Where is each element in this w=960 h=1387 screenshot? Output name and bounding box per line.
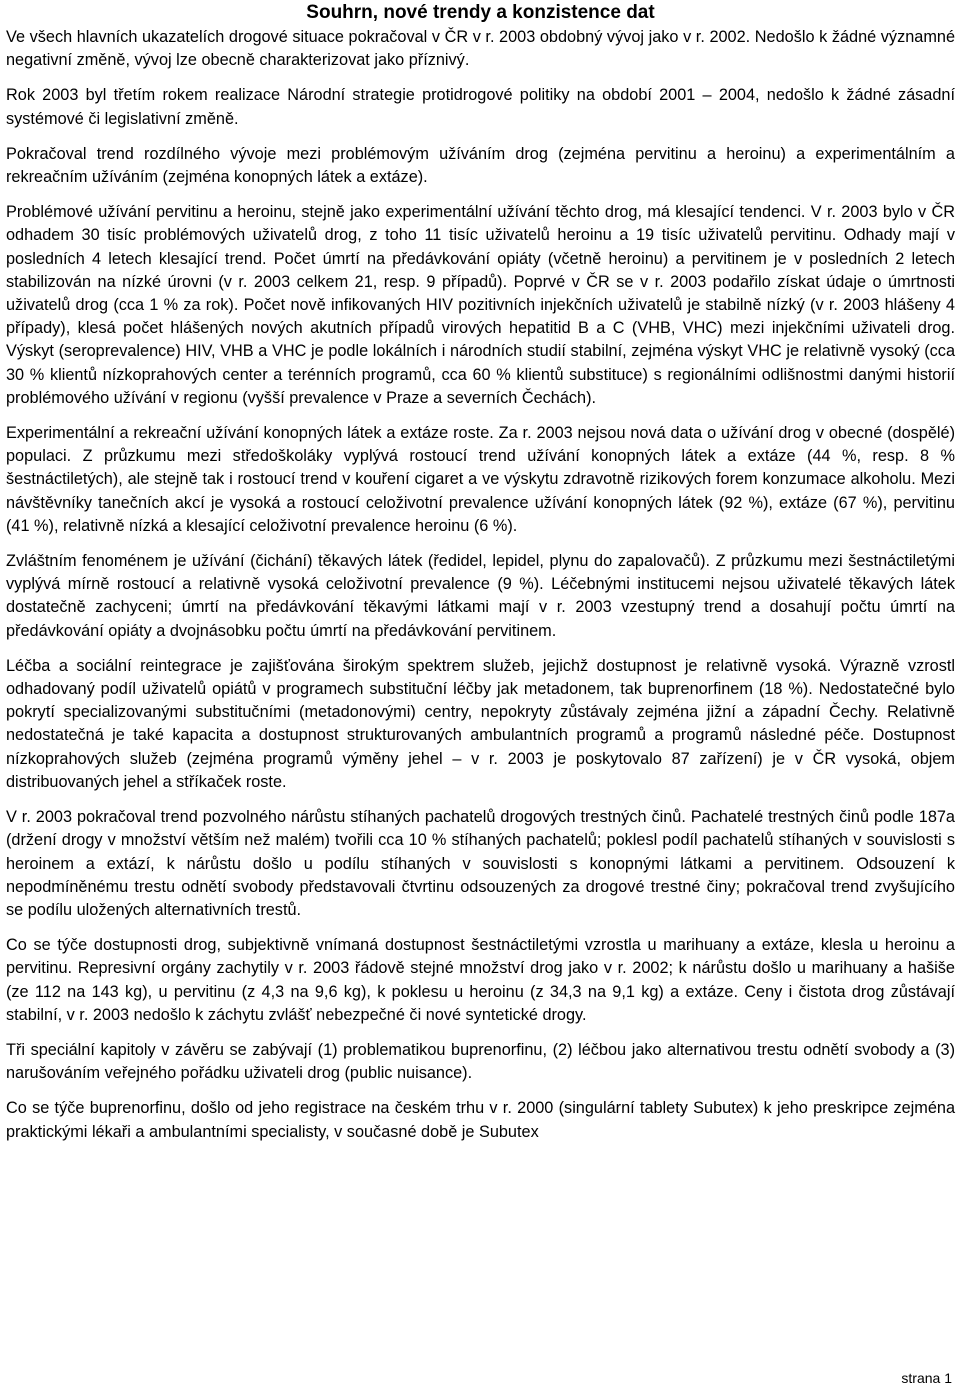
page-number: strana 1: [901, 1370, 952, 1386]
paragraph-11: Co se týče buprenorfinu, došlo od jeho registrace na českém trhu v r. 2000 (singulární tablety Subutex) k jeho preskripce zejména praktickými lékaři a ambulantními specialisty, v současné době je Subutex: [6, 1099, 955, 1141]
paragraph-6: Zvláštním fenoménem je užívání (čichání) těkavých látek (ředidel, lepidel, plynu do zapalovačů). Z průzkumu mezi šestnáctiletými vyplývá mírně rostoucí a relativně vysoká celoživotní prevalence (9 %). Léčebnými institucemi nejsou uživatelé těkavých látek dostatečně zachyceni; úmrtí na předávkování těkavými látkami mají v r. 2003 vzestupný trend a dosahují počtu úmrtí na předávkování opiáty a dvojnásobku počtu úmrtí na předávkování pervitinem.: [6, 552, 955, 640]
paragraph-4: Problémové užívání pervitinu a heroinu, stejně jako experimentální užívání těchto drog, má klesající tendenci. V r. 2003 bylo v ČR odhadem 30 tisíc problémových uživatelů drog, z toho 11 tisíc uživatelů heroinu a 19 tisíc uživatelů pervitinu. Odhady mají v posledních 4 letech klesající trend. Počet úmrtí na předávkování opiáty (včetně heroinu) a pervitinem je v posledních 2 letech stabilizován na nízké úrovni (v r. 2003 celkem 21, resp. 9 případů). Poprvé v ČR se v r. 2003 podařilo získat údaje o úmrtnosti uživatelů drog (cca 1 % za rok). Počet nově infikovaných HIV pozitivních injekčních uživatelů je stabilně nízký (v r. 2003 hlášeny 4 případy), klesá počet hlášených nových akutních případů virových hepatitid B a C (VHB, VHC) mezi injekčními uživateli drog. Výskyt (seroprevalence) HIV, VHB a VHC je podle lokálních i národních studií stabilní, zejména výskyt VHC je relativně vysoký (cca 30 % klientů nízkoprahových center a terénních programů, cca 60 % klientů substituce) s regionálními odlišnostmi danými historií problémového užívání v regionu (vyšší prevalence v Praze a severních Čechách).: [6, 203, 955, 407]
paragraph-10: Tři speciální kapitoly v závěru se zabývají (1) problematikou buprenorfinu, (2) léčbou jako alternativou trestu odnětí svobody a (3) narušováním veřejného pořádku uživateli drog (public nuisance).: [6, 1040, 955, 1083]
document-page: [6, 0, 955, 1156]
paragraph-8: V r. 2003 pokračoval trend pozvolného nárůstu stíhaných pachatelů drogových trestných činů. Pachatelé trestných činů podle 187a (držení drogy v množství větším než malém) tvořili cca 10 % stíhaných pachatelů; poklesl podíl pachatelů stíhaných v souvislosti s heroinem a extází, k nárůstu došlo u podílu stíhaných v souvislosti s konopnými látkami a pervitinem. Odsouzení k nepodmíněnému trestu odnětí svobody představovali čtvrtinu odsouzených za drogové trestné činy; pokračoval trend zvyšujícího se podílu uložených alternativních trestů.: [6, 808, 955, 919]
document-title: Souhrn, nové trendy a konzistence dat: [306, 2, 655, 23]
paragraph-5: Experimentální a rekreační užívání konopných látek a extáze roste. Za r. 2003 nejsou nová data o užívání drog v obecné (dospělé) populaci. Z průzkumu mezi středoškoláky vyplývá rostoucí trend užívání konopných látek a extáze (44 %, resp. 8 % šestnáctiletých), ale stejně tak i rostoucí trend v kouření cigaret a ve výskytu zdravotně rizikových forem konzumace alkoholu. Mezi návštěvníky tanečních akcí je vysoká a rostoucí celoživotní prevalence užívání konopných látek (92 %), extáze (67 %), pervitinu (41 %), relativně nízká a klesající celoživotní prevalence heroinu (6 %).: [6, 424, 955, 535]
paragraph-2: Rok 2003 byl třetím rokem realizace Národní strategie protidrogové politiky na období 2001 – 2004, nedošlo k žádné zásadní systémové či legislativní změně.: [6, 86, 955, 128]
paragraph-7: Léčba a sociální reintegrace je zajišťována širokým spektrem služeb, jejichž dostupnost je relativně vysoká. Výrazně vzrostl odhadovaný podíl uživatelů opiátů v programech substituční léčby jak metadonem, tak buprenorfinem (18 %). Nedostatečné bylo pokrytí specializovanými substitučními (metadonovými) centry, nepokryty zůstávaly zejména jižní a západní Čechy. Relativně nedostatečná je také kapacita a dostupnost strukturovaných ambulantních programů a programů následné péče. Dostupnost nízkoprahových služeb (zejména programů výměny jehel – v r. 2003 je poskytovalo 87 zařízení) je v ČR vysoká, objem distribuovaných jehel a stříkaček roste.: [6, 656, 955, 791]
paragraph-9: Co se týče dostupnosti drog, subjektivně vnímaná dostupnost šestnáctiletými vzrostla u marihuany a extáze, klesla u heroinu a pervitinu. Represivní orgány zachytily v r. 2003 řádově stejné množství drog jako v r. 2002; k nárůstu došlo u marihuany a hašiše (ze 112 na 143 kg), u pervitinu (z 4,3 na 9,6 kg), k poklesu u heroinu (z 34,3 na 9,1 kg) a extáze. Ceny i čistota drog zůstávají stabilní, v r. 2003 nedošlo k záchytu zvlášť nebezpečné či nové syntetické drogy.: [6, 936, 955, 1024]
paragraph-3: Pokračoval trend rozdílného vývoje mezi problémovým užíváním drog (zejména pervitinu a heroinu) a experimentálním a rekreačním užíváním (zejména konopných látek a extáze).: [6, 144, 955, 187]
paragraph-1: Ve všech hlavních ukazatelích drogové situace pokračoval v ČR v r. 2003 obdobný vývoj jako v r. 2002. Nedošlo k žádné významné negativní změně, vývoj lze obecně charakterizovat jako příznivý.: [6, 28, 955, 70]
